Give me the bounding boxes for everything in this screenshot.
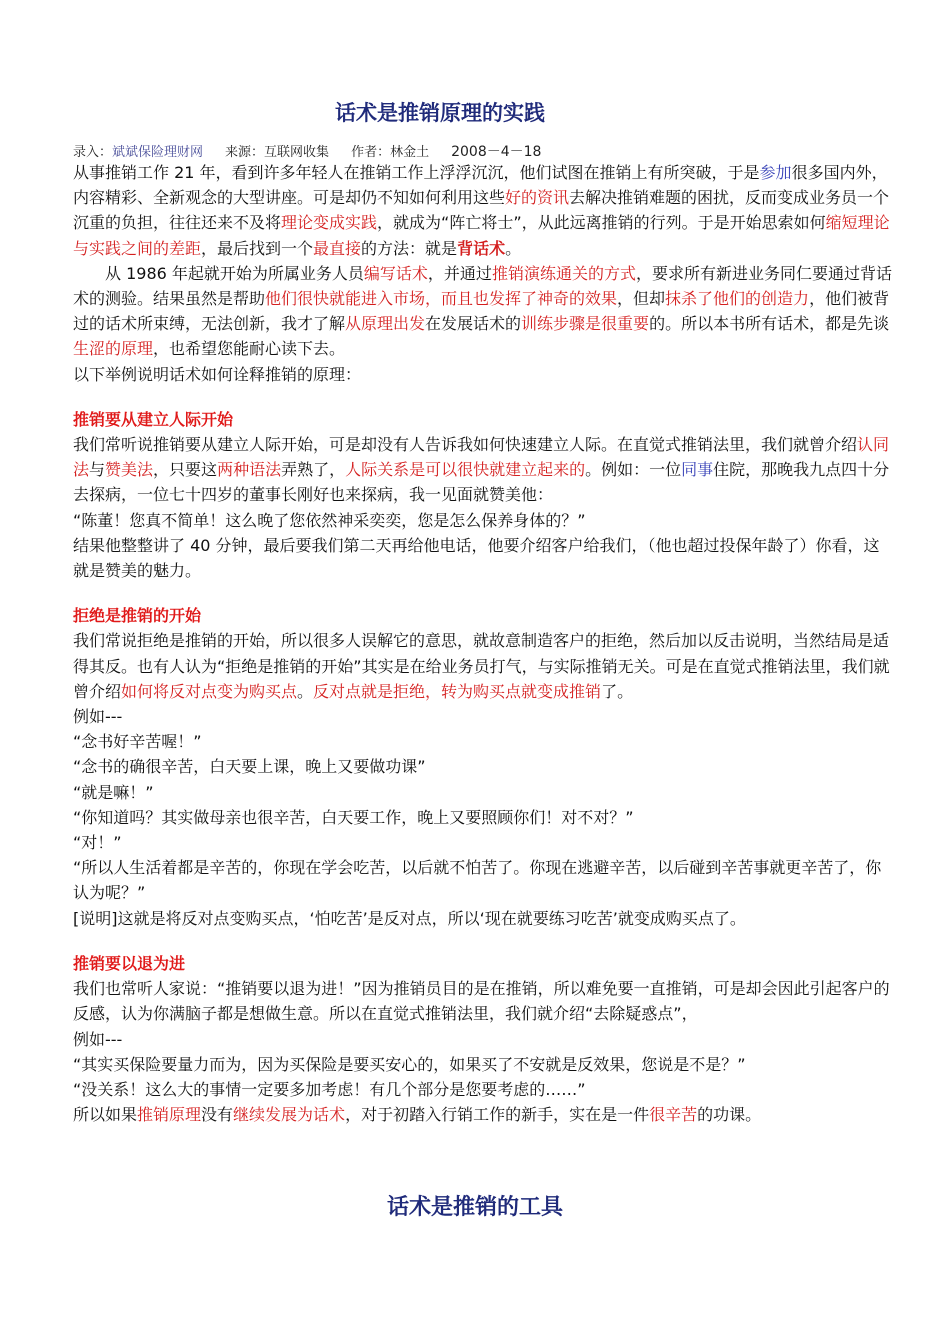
dialogue-line: “所以人生活着都是辛苦的，你现在学会吃苦，以后就不怕苦了。你现在逃避辛苦，以后碰到辛苦事就更辛苦了，你认为呢？” (73, 858, 882, 903)
section-3-body: 我们也常听人家说：“推销要以退为进！”因为推销员目的是在推销，所以难免要一直推销，可是却会因此引起客户的反感，认为你满脑子都是想做生意。所以在直觉式推销法里，我们就介绍“去除疑惑点”， (73, 979, 890, 1024)
text-run: ，但却 (617, 289, 666, 309)
text-run: 人际关系是可以很快就建立起来的 (345, 460, 586, 480)
text-run: 去解决推销难题的困扰，反而变成业务员一个沉重的负担，往往还来不及将 (73, 188, 890, 233)
text-run: 从原理出发 (345, 314, 426, 334)
article-body (73, 160, 895, 1127)
dialogue-line: “念书好辛苦喔！” (73, 732, 202, 752)
text-run: ，他们被背过的话术所束缚，无法创新，我才了解 (73, 289, 890, 334)
text-run: 参加 (759, 163, 792, 182)
text-run: ，要求所有新进业务同仁要通过背话术的测验。结果虽然是帮助 (73, 263, 892, 309)
section-2-body (73, 628, 895, 704)
text-run: 生涩的原理 (73, 339, 154, 359)
paragraph-intro (73, 160, 895, 261)
section-1-body (73, 432, 895, 508)
dialogue-line: “没关系！这么大的事情一定要多加考虑！有几个部分是您要考虑的……” (73, 1079, 586, 1099)
text-run: 的方法：就是 (361, 238, 458, 258)
text-run: 两种语法 (217, 460, 282, 480)
text-run: 在发展话术的 (425, 314, 522, 334)
text-run: 的功课。 (697, 1105, 762, 1125)
dialogue-line: “念书的确很辛苦，白天要上课，晚上又要做功课” (73, 757, 426, 777)
text-run: ，对于初踏入行销工作的新手，实在是一件 (345, 1105, 650, 1125)
publish-date: 2008－4－18 (451, 144, 542, 160)
text-run: ，只要这 (153, 460, 218, 480)
text-run: 最直接 (313, 238, 362, 258)
text-run: 住院，那晚我九点四十分去探病，一位七十四岁的董事长刚好也来探病，我一见面就赞美他： (73, 460, 890, 505)
dialogue-line: “对！” (73, 833, 122, 853)
author-value: 林金土 (390, 145, 430, 160)
text-run: 推销原理 (137, 1105, 202, 1125)
entry-label: 录入： (73, 145, 113, 160)
article-title: 话术是推销原理的实践 (335, 100, 545, 125)
explanation-line: [说明]这就是将反对点变购买点，‘怕吃苦’是反对点，所以‘现在就要练习吃苦’就变成购买点了。 (73, 908, 746, 928)
section-heading-3: 推销要以退为进 (73, 953, 186, 973)
dialogue-line: 例如--- (73, 1029, 123, 1049)
text-run: 从事推销工作 21 年，看到许多年轻人在推销工作上浮浮沉沉，他们试图在推销上有所突破，于是 (73, 163, 760, 182)
source-value: 互联网收集 (264, 145, 330, 160)
text-run: 。例如：一位 (585, 460, 682, 480)
dialogue-line: 例如--- (73, 707, 123, 727)
section-heading-1: 推销要从建立人际开始 (73, 409, 234, 429)
text-run: 我们常听说推销要从建立人际开始，可是却没有人告诉我如何快速建立人际。在直觉式推销法里，我们就曾介绍 (73, 435, 858, 455)
text-run: 理论变成实践 (281, 213, 378, 233)
text-run: 抹杀了他们的创造力 (665, 289, 810, 309)
source-label: 来源： (225, 145, 265, 160)
dialogue-line: “其实买保险要量力而为，因为买保险是要买安心的，如果买了不安就是反效果，您说是不是？” (73, 1054, 746, 1074)
paragraph-history (73, 261, 895, 362)
text-run: 。 (297, 681, 314, 701)
text-run: 没有 (201, 1105, 234, 1125)
text-run: 反对点就是拒绝，转为购买点就变成推销 (313, 681, 602, 701)
section-heading-2: 拒绝是推销的开始 (73, 606, 202, 626)
text-run: 很多国内外，内容精彩、全新观念的大型讲座。可是却仍不知如何利用这些 (73, 163, 888, 208)
paragraph-examples-intro: 以下举例说明话术如何诠释推销的原理： (73, 364, 362, 384)
text-run: 背话术 (457, 238, 506, 258)
entry-value-link[interactable]: 斌斌保险理财网 (112, 145, 204, 160)
text-run: 了。 (601, 681, 634, 701)
text-run: ，并通过 (427, 263, 492, 283)
text-run: 编写话术 (363, 263, 428, 283)
dialogue-line: “就是嘛！” (73, 782, 154, 802)
text-run: 与 (89, 460, 106, 480)
text-run: 所以如果 (73, 1105, 138, 1125)
text-run: 缩短理论与实践之间的差距 (73, 213, 890, 258)
author-label: 作者： (351, 145, 391, 160)
text-run: 好的资讯 (505, 188, 570, 208)
section-3-conclusion (73, 1102, 895, 1127)
section-1-quote: “陈董！您真不简单！这么晚了您依然神采奕奕，您是怎么保养身体的？” (73, 510, 586, 530)
text-run: 弄熟了， (281, 460, 346, 480)
text-run: 他们很快就能进入市场，而且也发挥了神奇的效果 (265, 289, 618, 309)
section-1-result: 结果他整整讲了 40 分钟，最后要我们第二天再给他电话，他要介绍客户给我们，（他也超过投保年龄了）你看，这就是赞美的魅力。 (73, 535, 880, 581)
dialogue-line: “你知道吗？其实做母亲也很辛苦，白天要工作，晚上又要照顾你们！对不对？” (73, 807, 634, 827)
text-run: 我们常说拒绝是推销的开始，所以很多人误解它的意思，就故意制造客户的拒绝，然后加以反击说明，当然结局是适得其反。也有人认为“拒绝是推销的开始”其实是在给业务员打气，与实际推销无关。可是在直觉式推销法里，我们就曾介绍 (73, 631, 890, 701)
text-run: 赞美法 (105, 460, 154, 480)
text-run: ，就成为“阵亡将士”，从此远离推销的行列。于是开始思索如何 (377, 213, 826, 233)
text-run: 从 1986 年起就开始为所属业务人员 (105, 263, 364, 283)
text-run: 很辛苦 (649, 1105, 698, 1125)
text-run: 。 (505, 238, 522, 258)
text-run: ，也希望您能耐心读下去。 (153, 339, 346, 359)
next-article-title: 话术是推销的工具 (386, 1194, 563, 1220)
text-run: 的。所以本书所有话术，都是先谈 (649, 314, 890, 334)
text-run: 训练步骤是很重要 (521, 314, 650, 334)
text-run: 如何将反对点变为购买点 (121, 681, 298, 701)
article-meta (73, 141, 541, 161)
text-run: 继续发展为话术 (233, 1105, 346, 1125)
text-run: 推销演练通关的方式 (491, 263, 636, 283)
text-run: 同事 (681, 460, 714, 480)
text-run: 认同法 (73, 435, 890, 480)
text-run: ，最后找到一个 (201, 238, 314, 258)
